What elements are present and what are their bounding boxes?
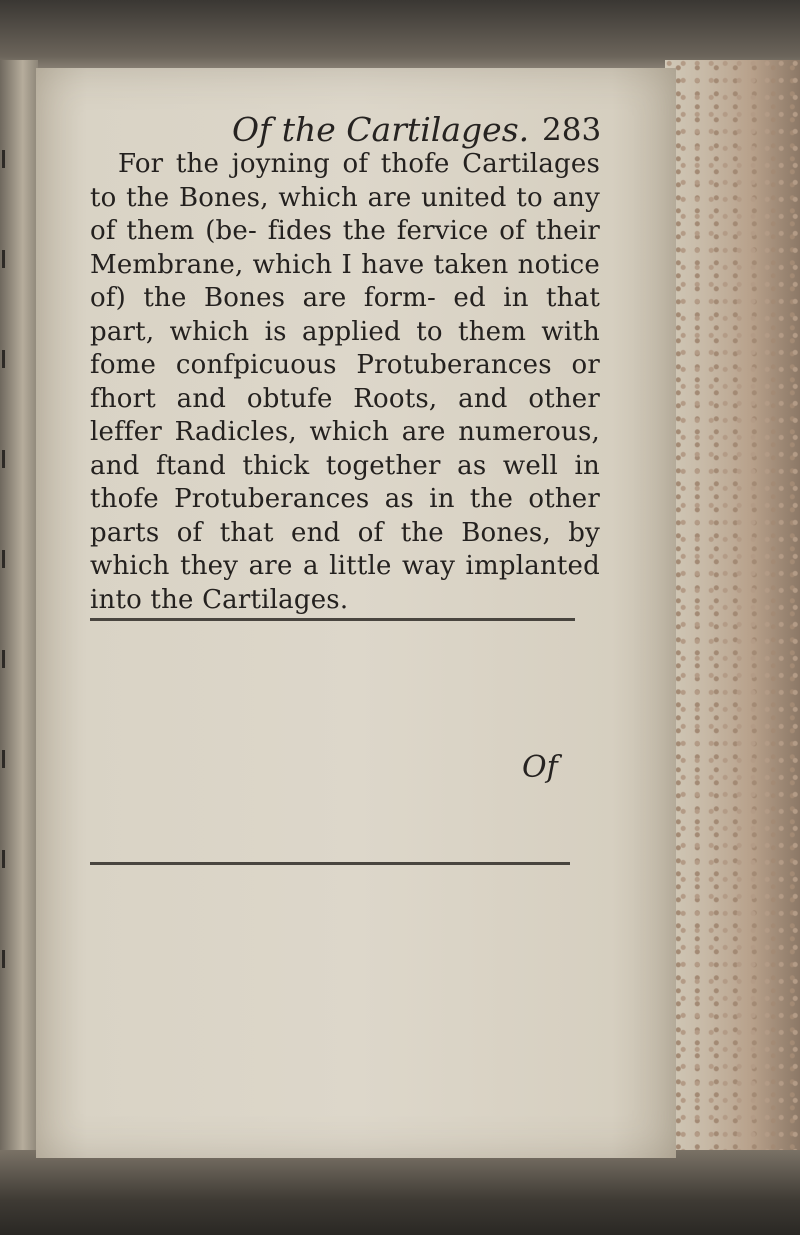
facing-page-glyph <box>2 250 17 268</box>
facing-page-glyph <box>2 750 17 768</box>
running-header <box>232 110 612 150</box>
facing-page-glyph <box>2 850 17 868</box>
page-number: 283 <box>542 112 602 148</box>
section-rule-upper <box>90 618 575 621</box>
facing-page-glyph <box>2 550 17 568</box>
scan-bottom-margin <box>0 1150 800 1235</box>
catchword: Of <box>522 750 558 785</box>
speckled-page-edge <box>665 60 800 1160</box>
header-title: Of the Cartilages. <box>232 110 530 149</box>
section-rule-lower <box>90 862 570 865</box>
facing-page-glyph <box>2 650 17 668</box>
facing-page-glyph <box>2 150 17 168</box>
facing-page-glyph <box>2 950 17 968</box>
facing-page-glyph <box>2 350 17 368</box>
body-paragraph: For the joyning of thofe Cartilages to the Bones, which are united to any of them (be‑ fides the fervice of their Membrane, which I have taken notice of) the Bones are form‑ ed in that part, which is applied to them with fome confpicuous Protuberances or fhort and obtufe Roots, and other leffer Radicles, which are numerous, and ftand thick together as well in thofe Protuberances as in the other parts of that end of the Bones, by which they are a little way implanted into the Cartilages. <box>90 149 600 615</box>
facing-page-glyph <box>2 450 17 468</box>
facing-page-edge <box>0 60 38 1160</box>
